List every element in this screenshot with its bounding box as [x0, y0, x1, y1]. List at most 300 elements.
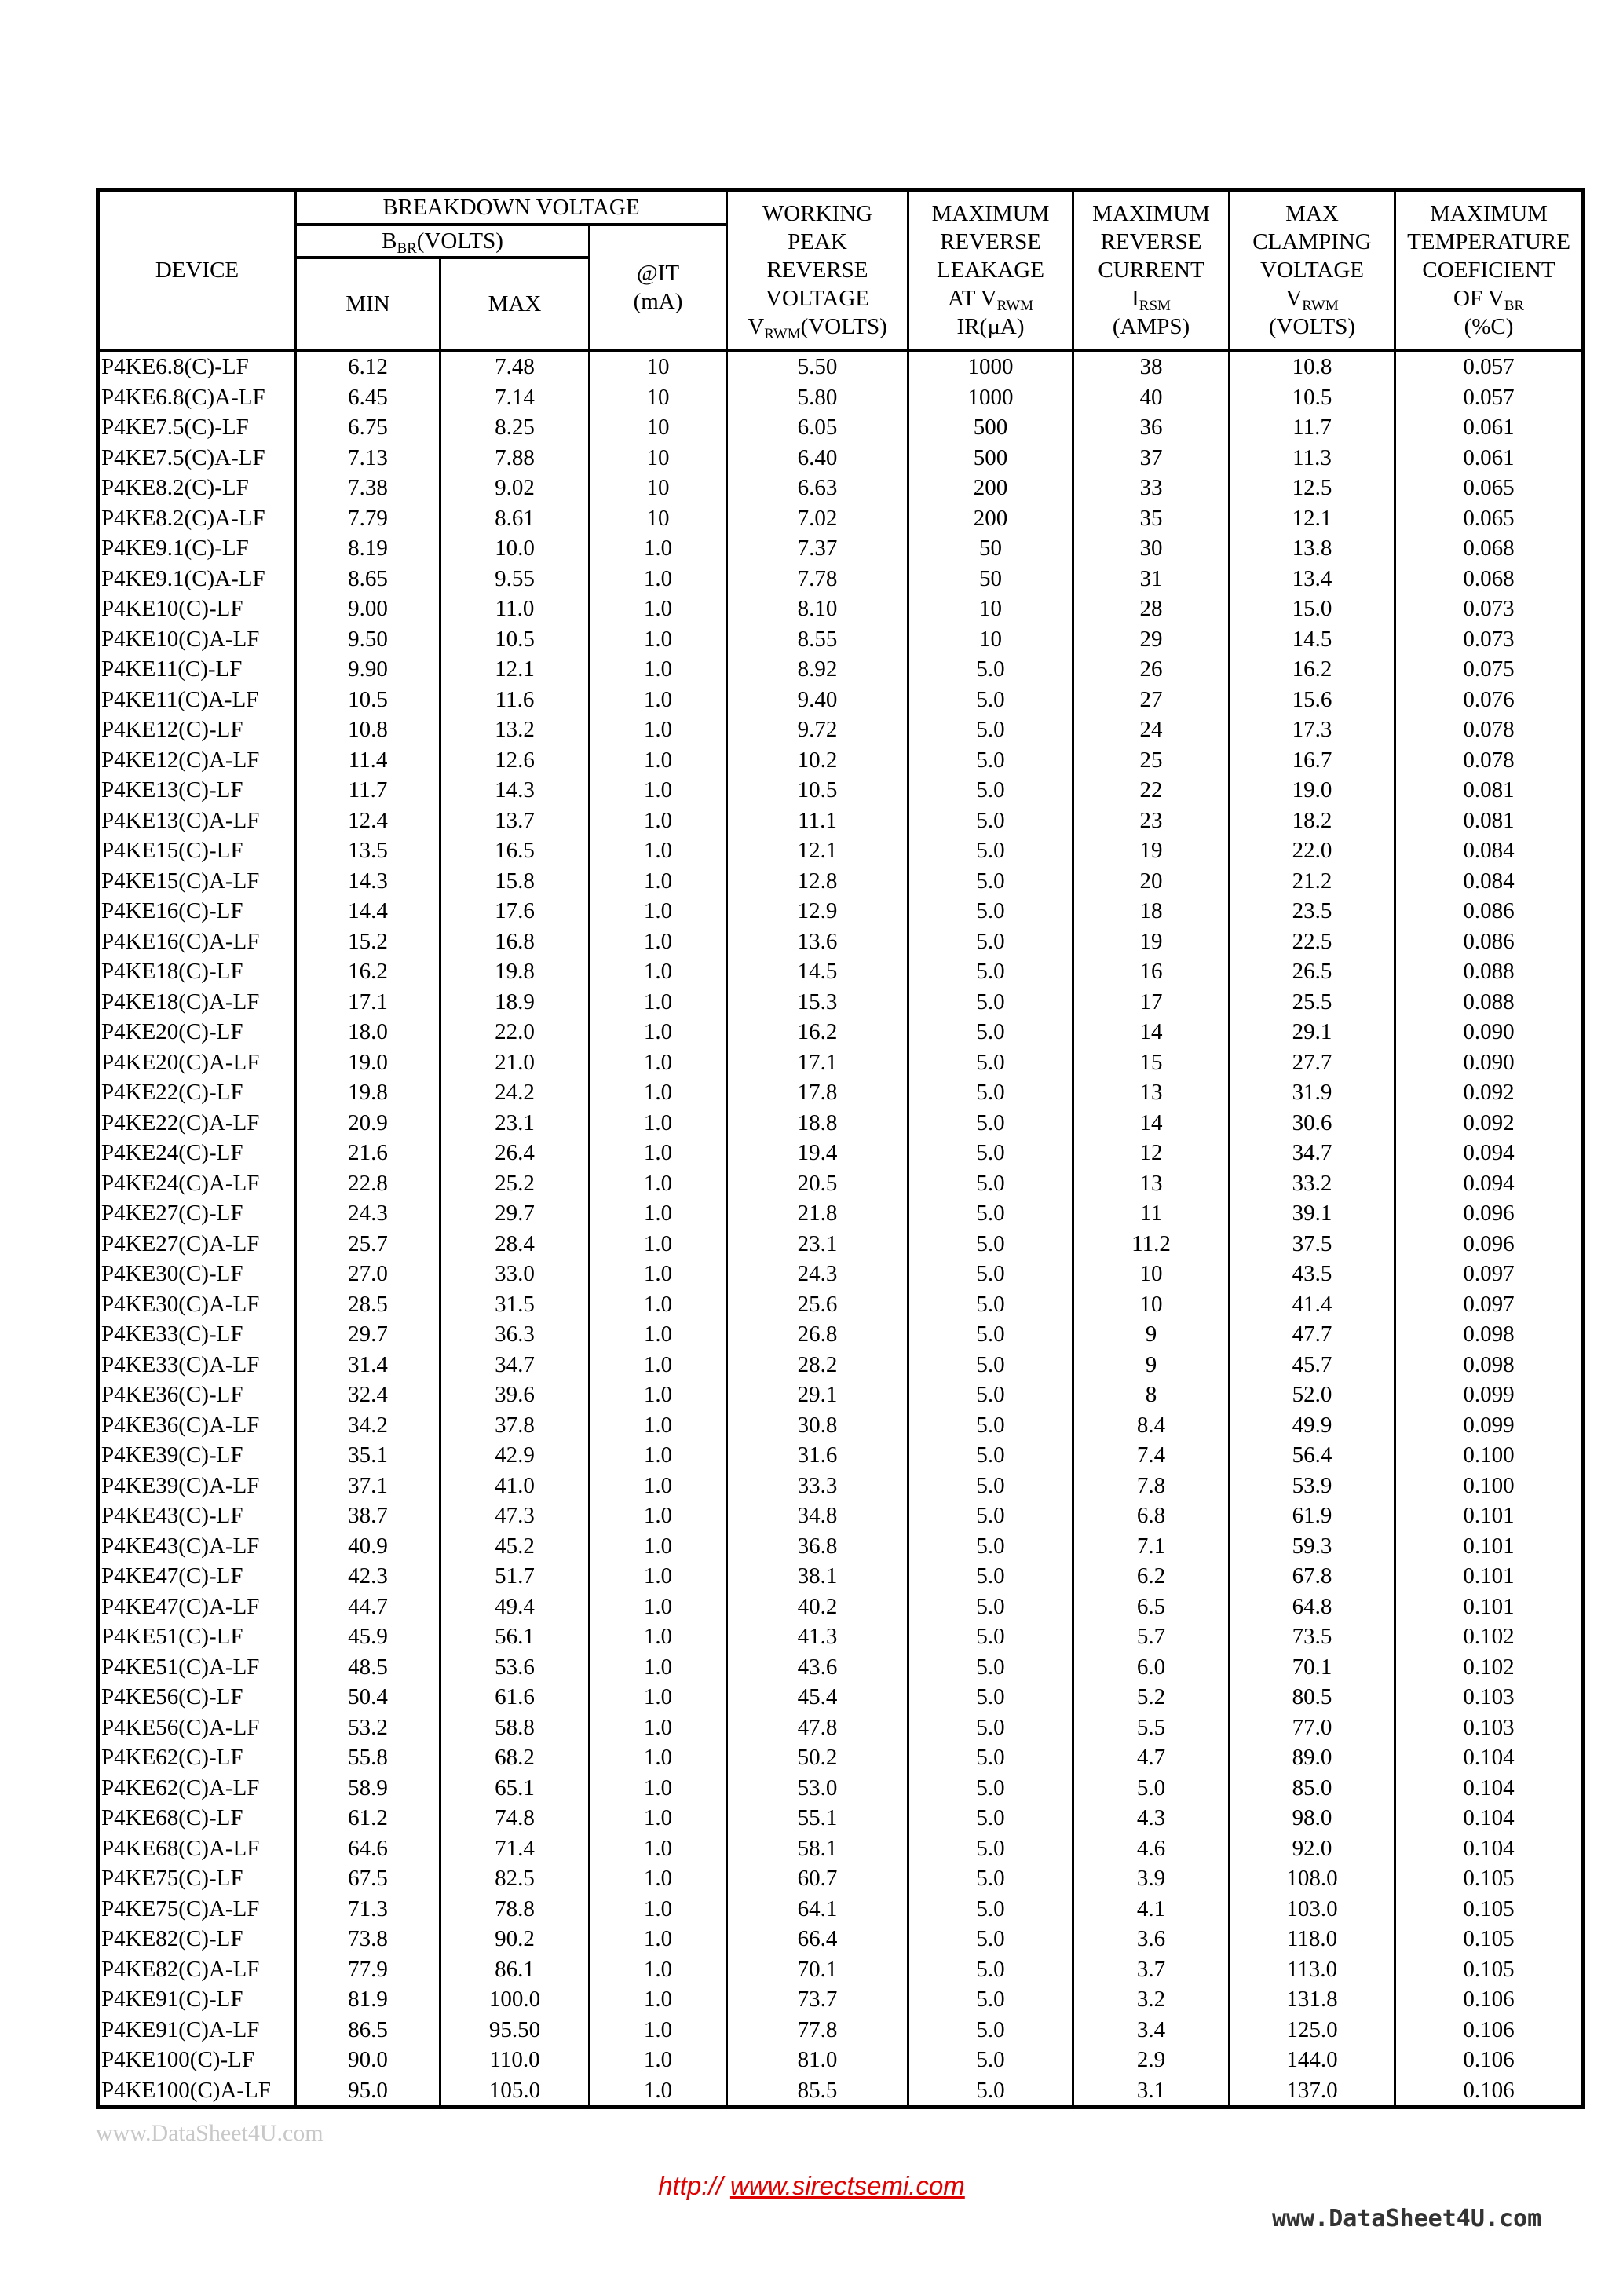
cell-irsm: 2.9	[1073, 2045, 1230, 2075]
cell-vc: 37.5	[1230, 1229, 1395, 1260]
cell-it: 1.0	[590, 1954, 727, 1985]
header-device: DEVICE	[98, 190, 296, 351]
cell-tc: 0.103	[1395, 1713, 1584, 1743]
cell-it: 1.0	[590, 956, 727, 987]
cell-max: 10.5	[440, 624, 590, 655]
cell-it: 1.0	[590, 1682, 727, 1713]
cell-vrwm: 17.8	[727, 1077, 908, 1108]
cell-min: 29.7	[296, 1319, 440, 1350]
table-row	[98, 1229, 1584, 1260]
cell-min: 17.1	[296, 987, 440, 1018]
cell-tc: 0.073	[1395, 624, 1584, 655]
cell-min: 37.1	[296, 1471, 440, 1501]
table-row	[98, 1198, 1584, 1229]
cell-device: P4KE6.8(C)A-LF	[98, 382, 296, 413]
cell-vrwm: 66.4	[727, 1924, 908, 1954]
cell-tc: 0.092	[1395, 1108, 1584, 1139]
table-row	[98, 806, 1584, 836]
cell-irsm: 4.1	[1073, 1894, 1230, 1925]
header-line: @IT	[636, 261, 680, 286]
cell-vrwm: 33.3	[727, 1471, 908, 1501]
cell-min: 53.2	[296, 1713, 440, 1743]
cell-max: 19.8	[440, 956, 590, 987]
cell-irsm: 5.0	[1073, 1773, 1230, 1804]
cell-tc: 0.096	[1395, 1198, 1584, 1229]
cell-irsm: 5.2	[1073, 1682, 1230, 1713]
cell-min: 15.2	[296, 927, 440, 957]
header-unit: (%C)	[1464, 314, 1514, 339]
cell-tc: 0.081	[1395, 806, 1584, 836]
table-row	[98, 503, 1584, 534]
cell-max: 10.0	[440, 533, 590, 564]
table-row	[98, 896, 1584, 927]
cell-tc: 0.094	[1395, 1138, 1584, 1168]
cell-tc: 0.057	[1395, 350, 1584, 382]
cell-min: 7.79	[296, 503, 440, 534]
cell-vc: 10.5	[1230, 382, 1395, 413]
cell-tc: 0.104	[1395, 1803, 1584, 1834]
cell-tc: 0.099	[1395, 1410, 1584, 1441]
cell-it: 1.0	[590, 1834, 727, 1864]
cell-irsm: 31	[1073, 564, 1230, 594]
cell-tc: 0.088	[1395, 956, 1584, 987]
cell-ir: 5.0	[908, 896, 1073, 927]
cell-min: 90.0	[296, 2045, 440, 2075]
cell-vc: 34.7	[1230, 1138, 1395, 1168]
cell-vrwm: 73.7	[727, 1984, 908, 2015]
watermark: www.DataSheet4U.com	[96, 2120, 324, 2146]
cell-vc: 103.0	[1230, 1894, 1395, 1925]
cell-vrwm: 36.8	[727, 1531, 908, 1562]
cell-min: 16.2	[296, 956, 440, 987]
cell-max: 33.0	[440, 1259, 590, 1289]
cell-tc: 0.073	[1395, 594, 1584, 624]
cell-irsm: 7.1	[1073, 1531, 1230, 1562]
cell-it: 1.0	[590, 987, 727, 1018]
cell-ir: 5.0	[908, 1863, 1073, 1894]
cell-min: 11.4	[296, 745, 440, 776]
table-row	[98, 624, 1584, 655]
cell-max: 25.2	[440, 1168, 590, 1199]
cell-device: P4KE7.5(C)-LF	[98, 412, 296, 443]
cell-vrwm: 38.1	[727, 1561, 908, 1592]
cell-device: P4KE68(C)-LF	[98, 1803, 296, 1834]
cell-device: P4KE18(C)-LF	[98, 956, 296, 987]
cell-max: 65.1	[440, 1773, 590, 1804]
cell-vrwm: 9.72	[727, 715, 908, 745]
cell-vc: 118.0	[1230, 1924, 1395, 1954]
cell-vc: 89.0	[1230, 1742, 1395, 1773]
cell-ir: 5.0	[908, 685, 1073, 715]
cell-min: 61.2	[296, 1803, 440, 1834]
cell-ir: 5.0	[908, 1259, 1073, 1289]
header-line	[909, 284, 1072, 313]
header-max-clamping-voltage	[1230, 190, 1395, 351]
cell-max: 71.4	[440, 1834, 590, 1864]
cell-irsm: 24	[1073, 715, 1230, 745]
cell-vc: 13.4	[1230, 564, 1395, 594]
cell-min: 6.45	[296, 382, 440, 413]
cell-max: 14.3	[440, 775, 590, 806]
cell-tc: 0.106	[1395, 2075, 1584, 2108]
cell-min: 21.6	[296, 1138, 440, 1168]
header-unit: (AMPS)	[1112, 314, 1190, 339]
cell-vrwm: 19.4	[727, 1138, 908, 1168]
cell-vc: 19.0	[1230, 775, 1395, 806]
cell-ir: 5.0	[908, 1984, 1073, 2015]
cell-it: 1.0	[590, 594, 727, 624]
header-line: MAXIMUM	[1092, 201, 1210, 226]
cell-tc: 0.090	[1395, 1017, 1584, 1047]
cell-vrwm: 6.40	[727, 443, 908, 473]
cell-it: 1.0	[590, 1229, 727, 1260]
cell-ir: 500	[908, 412, 1073, 443]
cell-tc: 0.101	[1395, 1531, 1584, 1562]
table-row	[98, 1289, 1584, 1320]
cell-max: 61.6	[440, 1682, 590, 1713]
cell-device: P4KE33(C)A-LF	[98, 1350, 296, 1380]
table-row	[98, 2015, 1584, 2046]
cell-min: 27.0	[296, 1259, 440, 1289]
cell-ir: 5.0	[908, 866, 1073, 897]
symbol: V	[1285, 286, 1303, 311]
table-row	[98, 1531, 1584, 1562]
link-prefix: http://	[658, 2171, 730, 2200]
cell-min: 71.3	[296, 1894, 440, 1925]
table-row	[98, 1138, 1584, 1168]
cell-device: P4KE22(C)A-LF	[98, 1108, 296, 1139]
table-row	[98, 715, 1584, 745]
cell-vrwm: 81.0	[727, 2045, 908, 2075]
cell-max: 110.0	[440, 2045, 590, 2075]
cell-device: P4KE39(C)-LF	[98, 1440, 296, 1471]
cell-tc: 0.105	[1395, 1863, 1584, 1894]
cell-it: 10	[590, 412, 727, 443]
cell-max: 29.7	[440, 1198, 590, 1229]
cell-it: 1.0	[590, 1863, 727, 1894]
cell-vrwm: 40.2	[727, 1592, 908, 1622]
cell-it: 1.0	[590, 1168, 727, 1199]
cell-irsm: 27	[1073, 685, 1230, 715]
cell-it: 1.0	[590, 1652, 727, 1683]
cell-vc: 67.8	[1230, 1561, 1395, 1592]
cell-ir: 5.0	[908, 806, 1073, 836]
cell-vc: 85.0	[1230, 1773, 1395, 1804]
cell-irsm: 3.2	[1073, 1984, 1230, 2015]
spec-table	[96, 188, 1585, 2109]
cell-max: 105.0	[440, 2075, 590, 2108]
cell-device: P4KE51(C)A-LF	[98, 1652, 296, 1683]
cell-ir: 5.0	[908, 1168, 1073, 1199]
cell-vc: 11.3	[1230, 443, 1395, 473]
cell-device: P4KE62(C)A-LF	[98, 1773, 296, 1804]
cell-tc: 0.099	[1395, 1380, 1584, 1410]
cell-irsm: 8.4	[1073, 1410, 1230, 1441]
cell-max: 8.25	[440, 412, 590, 443]
cell-vrwm: 12.8	[727, 866, 908, 897]
table-row	[98, 1773, 1584, 1804]
cell-device: P4KE11(C)-LF	[98, 654, 296, 685]
table-row	[98, 533, 1584, 564]
cell-device: P4KE91(C)-LF	[98, 1984, 296, 2015]
cell-irsm: 12	[1073, 1138, 1230, 1168]
cell-tc: 0.078	[1395, 715, 1584, 745]
cell-min: 45.9	[296, 1621, 440, 1652]
cell-irsm: 7.8	[1073, 1471, 1230, 1501]
cell-min: 35.1	[296, 1440, 440, 1471]
cell-tc: 0.102	[1395, 1621, 1584, 1652]
cell-tc: 0.106	[1395, 2015, 1584, 2046]
table-row	[98, 1592, 1584, 1622]
cell-vc: 137.0	[1230, 2075, 1395, 2108]
cell-vrwm: 30.8	[727, 1410, 908, 1441]
table-row	[98, 866, 1584, 897]
cell-ir: 200	[908, 503, 1073, 534]
cell-vc: 59.3	[1230, 1531, 1395, 1562]
cell-max: 18.9	[440, 987, 590, 1018]
cell-vrwm: 14.5	[727, 956, 908, 987]
cell-vc: 22.5	[1230, 927, 1395, 957]
cell-irsm: 25	[1073, 745, 1230, 776]
cell-irsm: 6.8	[1073, 1501, 1230, 1531]
table-row	[98, 654, 1584, 685]
cell-irsm: 10	[1073, 1289, 1230, 1320]
cell-tc: 0.084	[1395, 866, 1584, 897]
cell-max: 100.0	[440, 1984, 590, 2015]
cell-vc: 27.7	[1230, 1047, 1395, 1078]
cell-vc: 12.1	[1230, 503, 1395, 534]
cell-tc: 0.081	[1395, 775, 1584, 806]
cell-device: P4KE47(C)A-LF	[98, 1592, 296, 1622]
cell-vrwm: 47.8	[727, 1713, 908, 1743]
cell-device: P4KE43(C)A-LF	[98, 1531, 296, 1562]
cell-ir: 5.0	[908, 1410, 1073, 1441]
cell-min: 50.4	[296, 1682, 440, 1713]
cell-vrwm: 34.8	[727, 1501, 908, 1531]
cell-device: P4KE12(C)A-LF	[98, 745, 296, 776]
cell-device: P4KE56(C)-LF	[98, 1682, 296, 1713]
cell-min: 14.4	[296, 896, 440, 927]
cell-ir: 5.0	[908, 1742, 1073, 1773]
header-line: WORKING	[762, 201, 873, 226]
header-max: MAX	[440, 258, 590, 350]
cell-max: 49.4	[440, 1592, 590, 1622]
cell-vc: 29.1	[1230, 1017, 1395, 1047]
cell-irsm: 4.7	[1073, 1742, 1230, 1773]
cell-vc: 73.5	[1230, 1621, 1395, 1652]
cell-irsm: 11	[1073, 1198, 1230, 1229]
cell-ir: 5.0	[908, 1561, 1073, 1592]
cell-device: P4KE62(C)-LF	[98, 1742, 296, 1773]
cell-irsm: 3.1	[1073, 2075, 1230, 2108]
link-url[interactable]: www.sirectsemi.com	[729, 2171, 965, 2200]
cell-tc: 0.057	[1395, 382, 1584, 413]
header-line: TEMPERATURE	[1407, 229, 1570, 254]
cell-tc: 0.076	[1395, 685, 1584, 715]
cell-vc: 70.1	[1230, 1652, 1395, 1683]
cell-ir: 10	[908, 624, 1073, 655]
cell-max: 36.3	[440, 1319, 590, 1350]
cell-max: 90.2	[440, 1924, 590, 1954]
cell-max: 15.8	[440, 866, 590, 897]
datasheet-site-mark: www.DataSheet4U.com	[1272, 2205, 1542, 2232]
cell-device: P4KE9.1(C)A-LF	[98, 564, 296, 594]
header-line: REVERSE	[766, 258, 868, 283]
cell-tc: 0.105	[1395, 1924, 1584, 1954]
cell-it: 1.0	[590, 624, 727, 655]
table-row	[98, 1168, 1584, 1199]
cell-it: 1.0	[590, 1773, 727, 1804]
cell-min: 14.3	[296, 866, 440, 897]
cell-vc: 49.9	[1230, 1410, 1395, 1441]
cell-max: 56.1	[440, 1621, 590, 1652]
cell-vrwm: 12.1	[727, 835, 908, 866]
cell-vc: 41.4	[1230, 1289, 1395, 1320]
header-bbr-volts	[296, 225, 590, 258]
cell-vrwm: 6.63	[727, 473, 908, 503]
cell-vc: 26.5	[1230, 956, 1395, 987]
cell-max: 16.8	[440, 927, 590, 957]
subscript: BR	[397, 240, 417, 257]
cell-min: 7.38	[296, 473, 440, 503]
table-row	[98, 2075, 1584, 2108]
cell-ir: 5.0	[908, 1682, 1073, 1713]
cell-vc: 56.4	[1230, 1440, 1395, 1471]
table-row	[98, 1894, 1584, 1925]
cell-vc: 144.0	[1230, 2045, 1395, 2075]
cell-max: 58.8	[440, 1713, 590, 1743]
header-working-peak-reverse-voltage	[727, 190, 908, 351]
cell-min: 67.5	[296, 1863, 440, 1894]
cell-vrwm: 50.2	[727, 1742, 908, 1773]
cell-it: 1.0	[590, 866, 727, 897]
cell-it: 10	[590, 350, 727, 382]
cell-device: P4KE75(C)A-LF	[98, 1894, 296, 1925]
cell-device: P4KE75(C)-LF	[98, 1863, 296, 1894]
subscript: RWM	[764, 326, 801, 342]
cell-min: 6.12	[296, 350, 440, 382]
cell-device: P4KE30(C)-LF	[98, 1259, 296, 1289]
cell-vc: 52.0	[1230, 1380, 1395, 1410]
cell-vrwm: 64.1	[727, 1894, 908, 1925]
cell-vc: 64.8	[1230, 1592, 1395, 1622]
cell-device: P4KE56(C)A-LF	[98, 1713, 296, 1743]
cell-ir: 5.0	[908, 745, 1073, 776]
cell-vrwm: 21.8	[727, 1198, 908, 1229]
cell-it: 1.0	[590, 1471, 727, 1501]
cell-tc: 0.106	[1395, 2045, 1584, 2075]
cell-it: 1.0	[590, 1531, 727, 1562]
cell-tc: 0.084	[1395, 835, 1584, 866]
table-row	[98, 1440, 1584, 1471]
cell-device: P4KE13(C)A-LF	[98, 806, 296, 836]
cell-max: 22.0	[440, 1017, 590, 1047]
cell-tc: 0.102	[1395, 1652, 1584, 1683]
cell-vc: 108.0	[1230, 1863, 1395, 1894]
cell-device: P4KE100(C)A-LF	[98, 2075, 296, 2108]
table-row	[98, 1682, 1584, 1713]
cell-tc: 0.068	[1395, 564, 1584, 594]
cell-vc: 43.5	[1230, 1259, 1395, 1289]
header-max-reverse-current	[1073, 190, 1230, 351]
cell-it: 1.0	[590, 1621, 727, 1652]
cell-device: P4KE6.8(C)-LF	[98, 350, 296, 382]
cell-max: 42.9	[440, 1440, 590, 1471]
cell-vrwm: 7.37	[727, 533, 908, 564]
cell-min: 31.4	[296, 1350, 440, 1380]
cell-min: 7.13	[296, 443, 440, 473]
cell-min: 55.8	[296, 1742, 440, 1773]
cell-device: P4KE24(C)-LF	[98, 1138, 296, 1168]
table-row	[98, 987, 1584, 1018]
cell-vrwm: 77.8	[727, 2015, 908, 2046]
cell-min: 6.75	[296, 412, 440, 443]
table-row	[98, 745, 1584, 776]
table-row	[98, 350, 1584, 382]
cell-vc: 15.6	[1230, 685, 1395, 715]
cell-max: 37.8	[440, 1410, 590, 1441]
cell-vrwm: 8.10	[727, 594, 908, 624]
table-row	[98, 594, 1584, 624]
cell-vrwm: 10.5	[727, 775, 908, 806]
cell-irsm: 19	[1073, 835, 1230, 866]
cell-max: 74.8	[440, 1803, 590, 1834]
cell-irsm: 4.3	[1073, 1803, 1230, 1834]
cell-min: 24.3	[296, 1198, 440, 1229]
cell-max: 23.1	[440, 1108, 590, 1139]
cell-device: P4KE10(C)A-LF	[98, 624, 296, 655]
table-row	[98, 1834, 1584, 1864]
cell-tc: 0.078	[1395, 745, 1584, 776]
cell-it: 1.0	[590, 1894, 727, 1925]
cell-ir: 5.0	[908, 1803, 1073, 1834]
cell-tc: 0.105	[1395, 1894, 1584, 1925]
cell-vrwm: 41.3	[727, 1621, 908, 1652]
cell-it: 1.0	[590, 1592, 727, 1622]
cell-min: 95.0	[296, 2075, 440, 2108]
cell-device: P4KE82(C)-LF	[98, 1924, 296, 1954]
header-unit: (mA)	[633, 289, 683, 314]
cell-device: P4KE15(C)-LF	[98, 835, 296, 866]
cell-device: P4KE22(C)-LF	[98, 1077, 296, 1108]
cell-irsm: 29	[1073, 624, 1230, 655]
cell-ir: 5.0	[908, 1894, 1073, 1925]
table-row	[98, 1380, 1584, 1410]
cell-tc: 0.088	[1395, 987, 1584, 1018]
cell-it: 1.0	[590, 927, 727, 957]
cell-it: 1.0	[590, 1440, 727, 1471]
cell-irsm: 18	[1073, 896, 1230, 927]
cell-vc: 17.3	[1230, 715, 1395, 745]
cell-device: P4KE51(C)-LF	[98, 1621, 296, 1652]
cell-min: 19.0	[296, 1047, 440, 1078]
header-unit	[728, 313, 907, 341]
unit: (VOLTS)	[416, 229, 503, 254]
cell-it: 1.0	[590, 564, 727, 594]
cell-min: 8.65	[296, 564, 440, 594]
header-line: REVERSE	[940, 229, 1041, 254]
header-breakdown-voltage: BREAKDOWN VOLTAGE	[296, 190, 727, 225]
footer-link[interactable]	[0, 2171, 1623, 2201]
cell-max: 24.2	[440, 1077, 590, 1108]
cell-vc: 11.7	[1230, 412, 1395, 443]
cell-tc: 0.104	[1395, 1773, 1584, 1804]
cell-irsm: 6.5	[1073, 1592, 1230, 1622]
cell-min: 9.50	[296, 624, 440, 655]
header-line	[1074, 284, 1228, 313]
cell-tc: 0.104	[1395, 1742, 1584, 1773]
cell-vc: 125.0	[1230, 2015, 1395, 2046]
